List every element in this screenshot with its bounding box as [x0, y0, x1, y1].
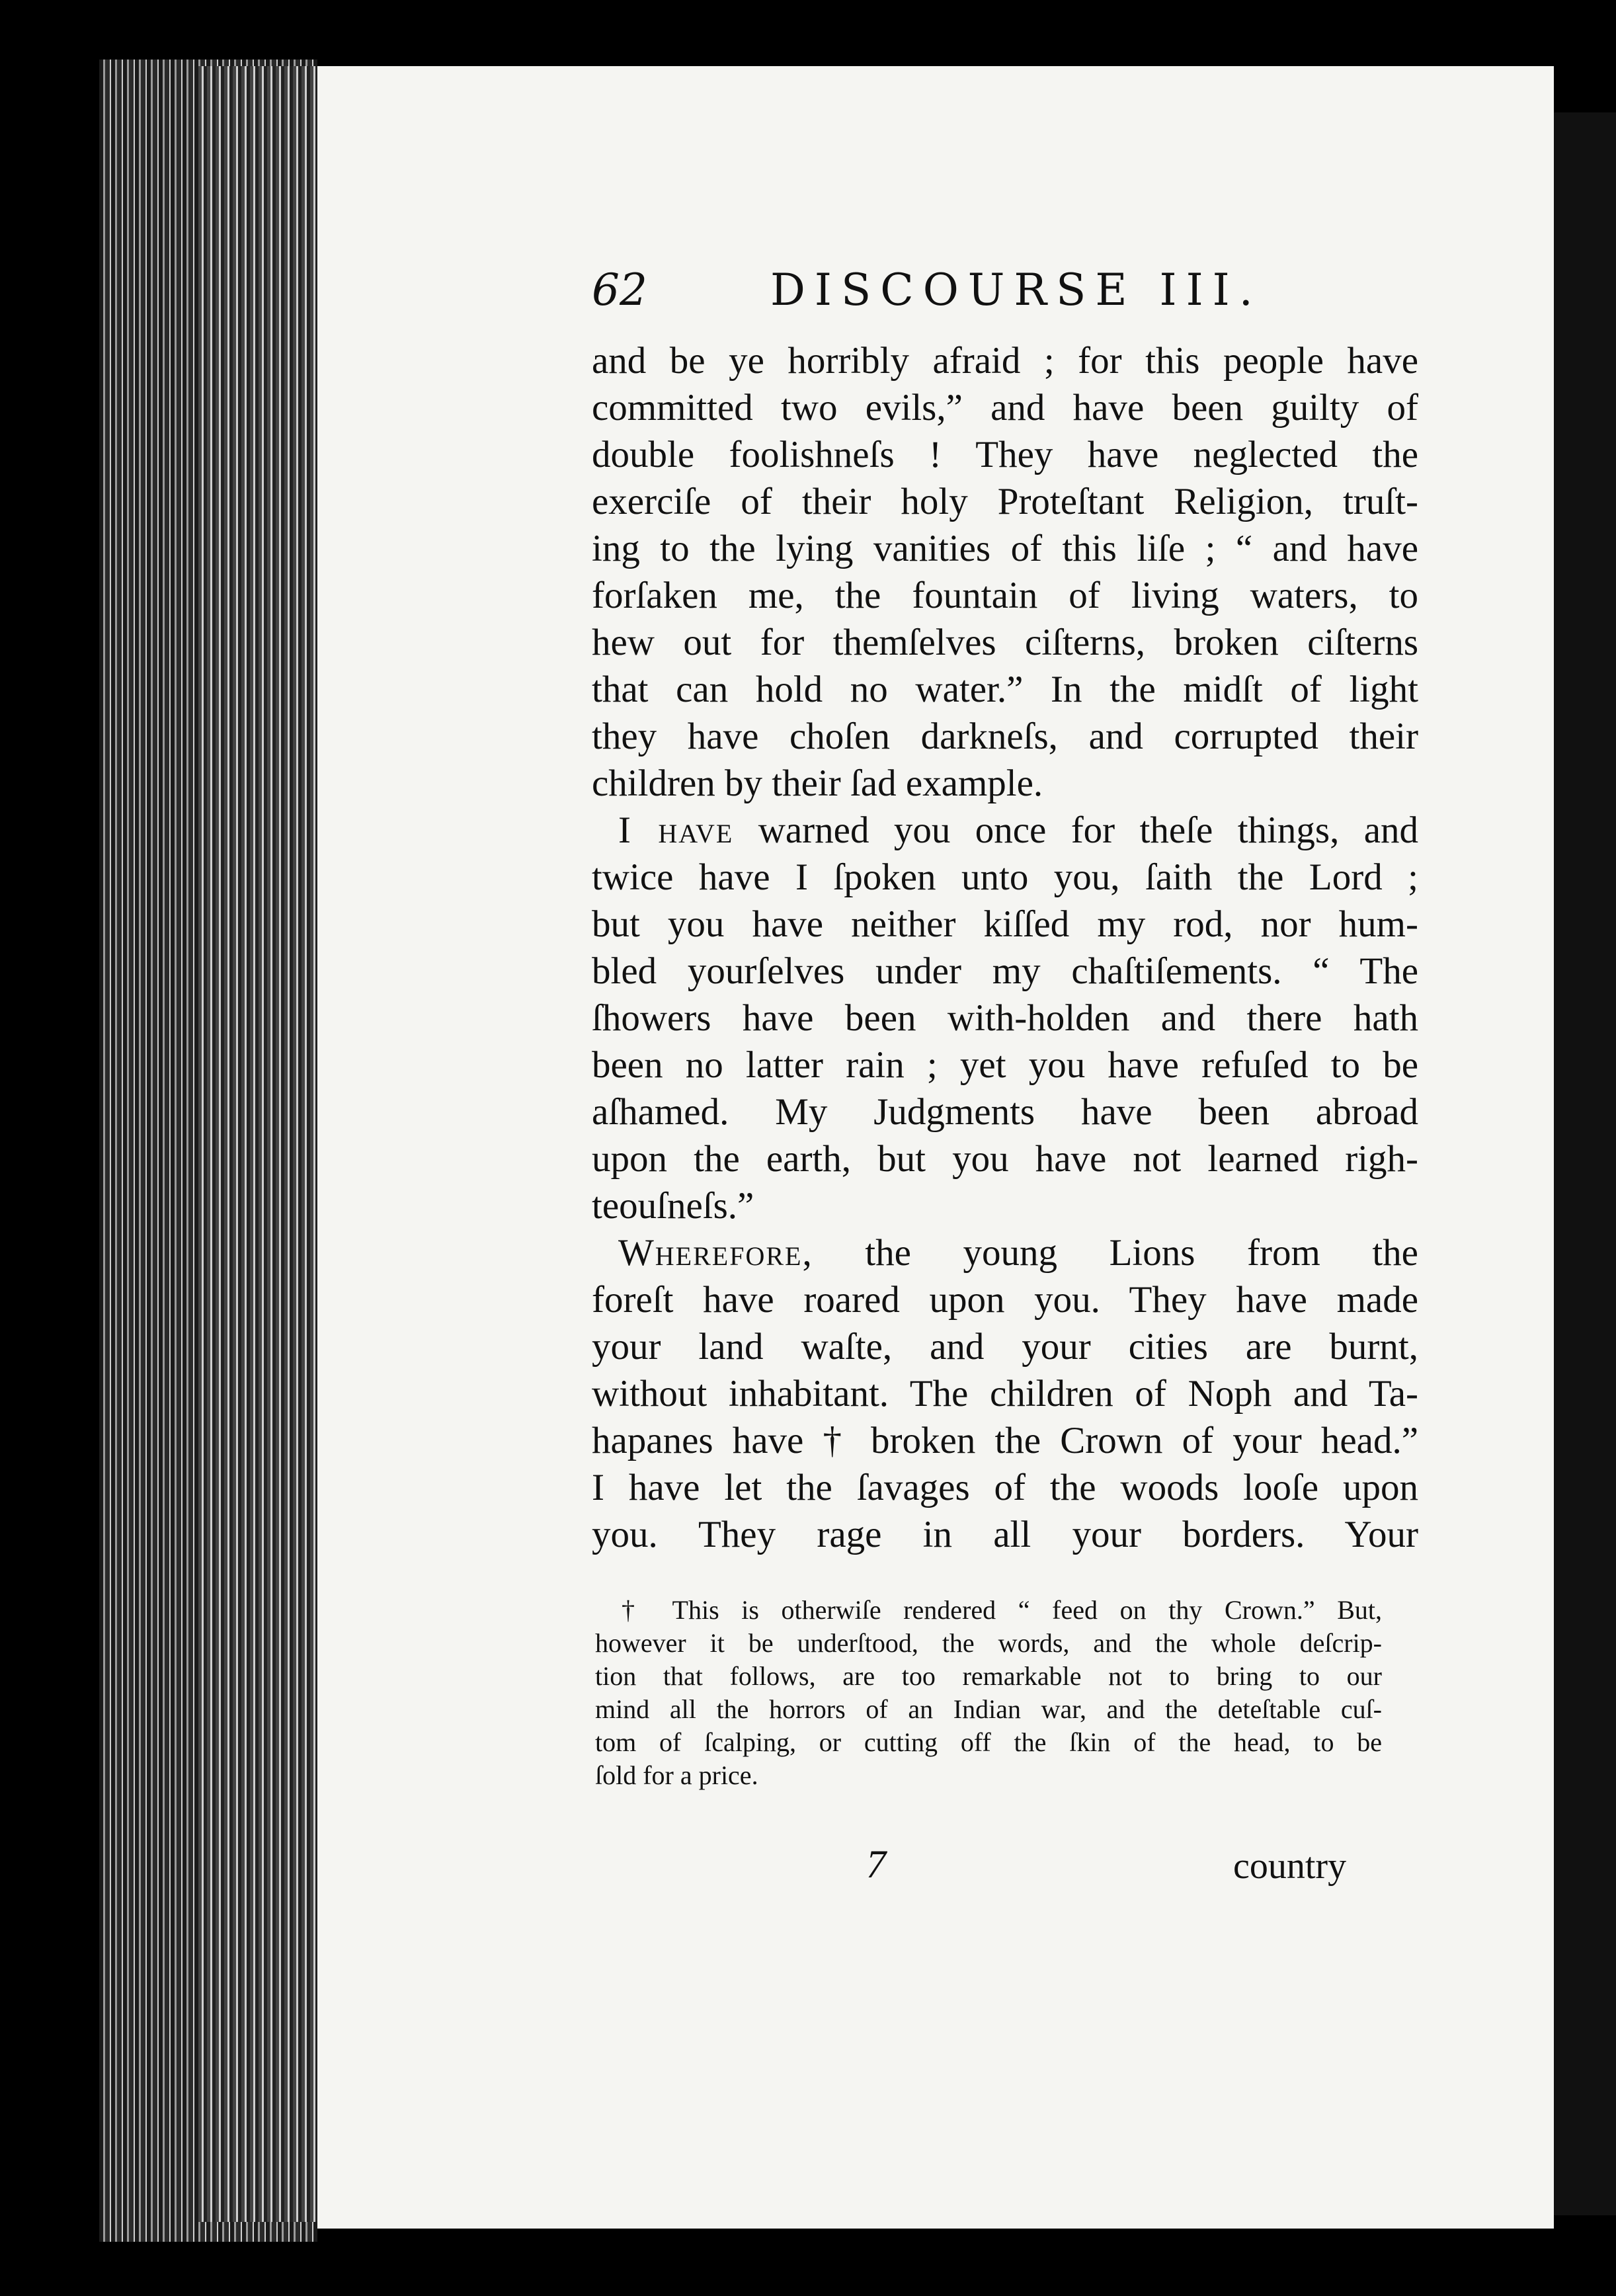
- text-line: they have choſen darkneſs, and corrupted their: [592, 716, 1418, 757]
- text-line: ſhowers have been with-holden and there hath: [592, 997, 1418, 1039]
- signature-mark: 7: [866, 1842, 886, 1886]
- text-line: [592, 1229, 1418, 1276]
- page-number: 62: [592, 265, 647, 315]
- footnote: [595, 1594, 1382, 1792]
- catchword: country: [1233, 1846, 1347, 1887]
- footnote-line: † This is otherwiſe rendered “ feed on thy Crown.” But,: [622, 1595, 1382, 1625]
- text-line: you. They rage in all your borders. Your: [592, 1514, 1418, 1555]
- footnote-line: mind all the horrors of an Indian war, and the deteſtable cuſ-: [595, 1694, 1382, 1724]
- text-line: double foolishneſs ! They have neglected the: [592, 434, 1418, 475]
- text-line: [592, 807, 1418, 854]
- paragraph-1: [592, 337, 1418, 807]
- line-rest: the young Lions from the: [813, 1232, 1418, 1274]
- text-line: committed two evils,” and have been guilty of: [592, 387, 1418, 429]
- footnote-line: tion that follows, are too remarkable not to bring to our: [595, 1661, 1382, 1691]
- text-line: forſaken me, the fountain of living waters, to: [592, 575, 1418, 616]
- text-line: ing to the lying vanities of this liſe ; “ and have: [592, 528, 1418, 569]
- text-line: aſhamed. My Judgments have been abroad: [592, 1091, 1418, 1133]
- paragraph-2: [592, 807, 1418, 1229]
- text-line: foreſt have roared upon you. They have made: [592, 1279, 1418, 1321]
- text-line: your land waſte, and your cities are burnt,: [592, 1326, 1418, 1368]
- text-line: children by their ſad example.: [592, 762, 1043, 804]
- text-line: and be ye horribly afraid ; for this people have: [592, 340, 1418, 382]
- footnote-line: tom of ſcalping, or cutting off the ſkin of the head, to be: [595, 1727, 1382, 1757]
- running-title: DISCOURSE III.: [770, 265, 1262, 315]
- paragraph-lead: I have: [618, 809, 734, 851]
- text-line: exerciſe of their holy Proteſtant Religion, truſt-: [592, 481, 1418, 522]
- footnote-line: however it be underſtood, the words, and the whole deſcrip-: [595, 1628, 1382, 1658]
- body-text: [592, 337, 1418, 1558]
- footnote-line: ſold for a price.: [595, 1760, 758, 1790]
- page-stack: [198, 66, 317, 2222]
- text-line: been no latter rain ; yet you have refuſed to be: [592, 1044, 1418, 1086]
- line-rest: warned you once for theſe things, and: [733, 809, 1419, 851]
- text-line: that can hold no water.” In the midſt of light: [592, 669, 1418, 710]
- text-line: hapanes have † broken the Crown of your head.”: [592, 1420, 1418, 1461]
- text-line: but you have neither kiſſed my rod, nor hum-: [592, 903, 1418, 945]
- paragraph-lead: Wherefore,: [618, 1232, 813, 1274]
- text-line: bled yourſelves under my chaſtiſements. “ The: [592, 950, 1418, 992]
- text-line: twice have I ſpoken unto you, ſaith the Lord ;: [592, 856, 1418, 898]
- text-line: upon the earth, but you have not learned righ-: [592, 1138, 1418, 1180]
- text-line: I have let the ſavages of the woods looſe upon: [592, 1467, 1418, 1508]
- text-line: hew out for themſelves ciſterns, broken ciſterns: [592, 622, 1418, 663]
- paragraph-3: [592, 1229, 1418, 1558]
- text-line: teouſneſs.”: [592, 1185, 754, 1227]
- book-gutter: [1554, 112, 1616, 2215]
- running-header: [592, 265, 1359, 337]
- text-line: without inhabitant. The children of Noph and Ta-: [592, 1373, 1418, 1414]
